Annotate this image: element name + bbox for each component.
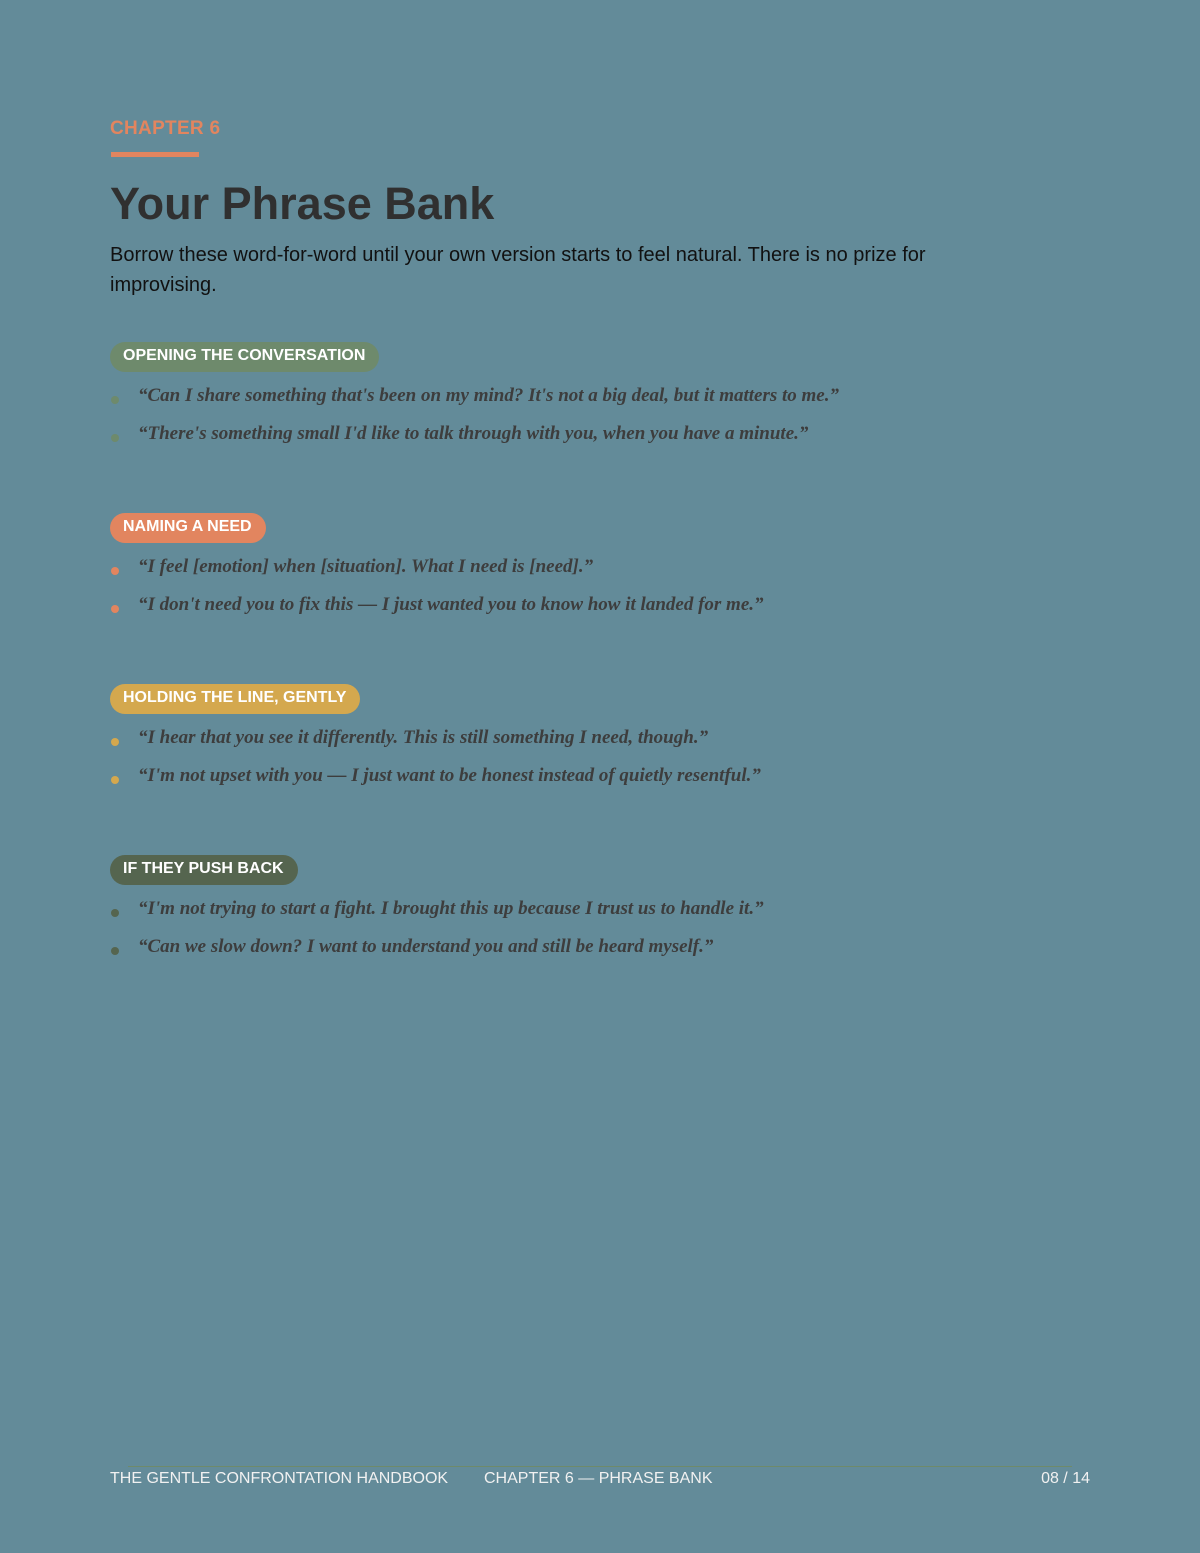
chapter-label: CHAPTER 6 — [110, 118, 221, 139]
intro-text: Borrow these word-for-word until your own version starts to feel natural. There is no prize for improvising. — [110, 244, 926, 296]
phrase-text: “There's something small I'd like to talk through with you, when you have a minute.” — [138, 423, 809, 444]
section-badge: OPENING THE CONVERSATION — [110, 342, 379, 372]
phrase-item — [110, 385, 1090, 423]
phrase-item — [110, 423, 1090, 461]
section-if-they-push-back — [110, 855, 1090, 974]
chapter-rule — [111, 152, 199, 157]
phrase-text: “I feel [emotion] when [situation]. What I need is [need].” — [138, 556, 594, 577]
phrase-text: “I'm not upset with you — I just want to be honest instead of quietly resentful.” — [138, 765, 761, 786]
footer-chapter: CHAPTER 6 — PHRASE BANK — [484, 1470, 713, 1487]
phrase-item — [110, 594, 1090, 632]
footer-book-title: THE GENTLE CONFRONTATION HANDBOOK — [110, 1470, 449, 1487]
footer-page-number: 08 / 14 — [1041, 1470, 1090, 1487]
bullet-icon — [111, 567, 119, 575]
section-naming-a-need — [110, 513, 1090, 632]
section-holding-the-line-gently — [110, 684, 1090, 803]
bullet-icon — [111, 776, 119, 784]
section-badge: IF THEY PUSH BACK — [110, 855, 298, 885]
footer-divider — [128, 1466, 1072, 1467]
bullet-icon — [111, 434, 119, 442]
section-badge: HOLDING THE LINE, GENTLY — [110, 684, 360, 714]
phrase-list — [110, 385, 1090, 461]
phrase-list — [110, 727, 1090, 803]
section-opening-the-conversation — [110, 342, 1090, 461]
phrase-item — [110, 936, 1090, 974]
page-title: Your Phrase Bank — [110, 178, 495, 229]
phrase-list — [110, 898, 1090, 974]
phrase-text: “I don't need you to fix this — I just wanted you to know how it landed for me.” — [138, 594, 764, 615]
phrase-item — [110, 556, 1090, 594]
phrase-list — [110, 556, 1090, 632]
phrase-item — [110, 727, 1090, 765]
section-badge: NAMING A NEED — [110, 513, 266, 543]
bullet-icon — [111, 605, 119, 613]
bullet-icon — [111, 738, 119, 746]
bullet-icon — [111, 947, 119, 955]
bullet-icon — [111, 396, 119, 404]
phrase-text: “I'm not trying to start a fight. I brought this up because I trust us to handle it.” — [138, 898, 764, 919]
phrase-text: “Can I share something that's been on my mind? It's not a big deal, but it matters to me.” — [138, 385, 839, 406]
bullet-icon — [111, 909, 119, 917]
phrase-item — [110, 898, 1090, 936]
phrase-text: “I hear that you see it differently. This is still something I need, though.” — [138, 727, 709, 748]
phrase-item — [110, 765, 1090, 803]
phrase-text: “Can we slow down? I want to understand you and still be heard myself.” — [138, 936, 714, 957]
